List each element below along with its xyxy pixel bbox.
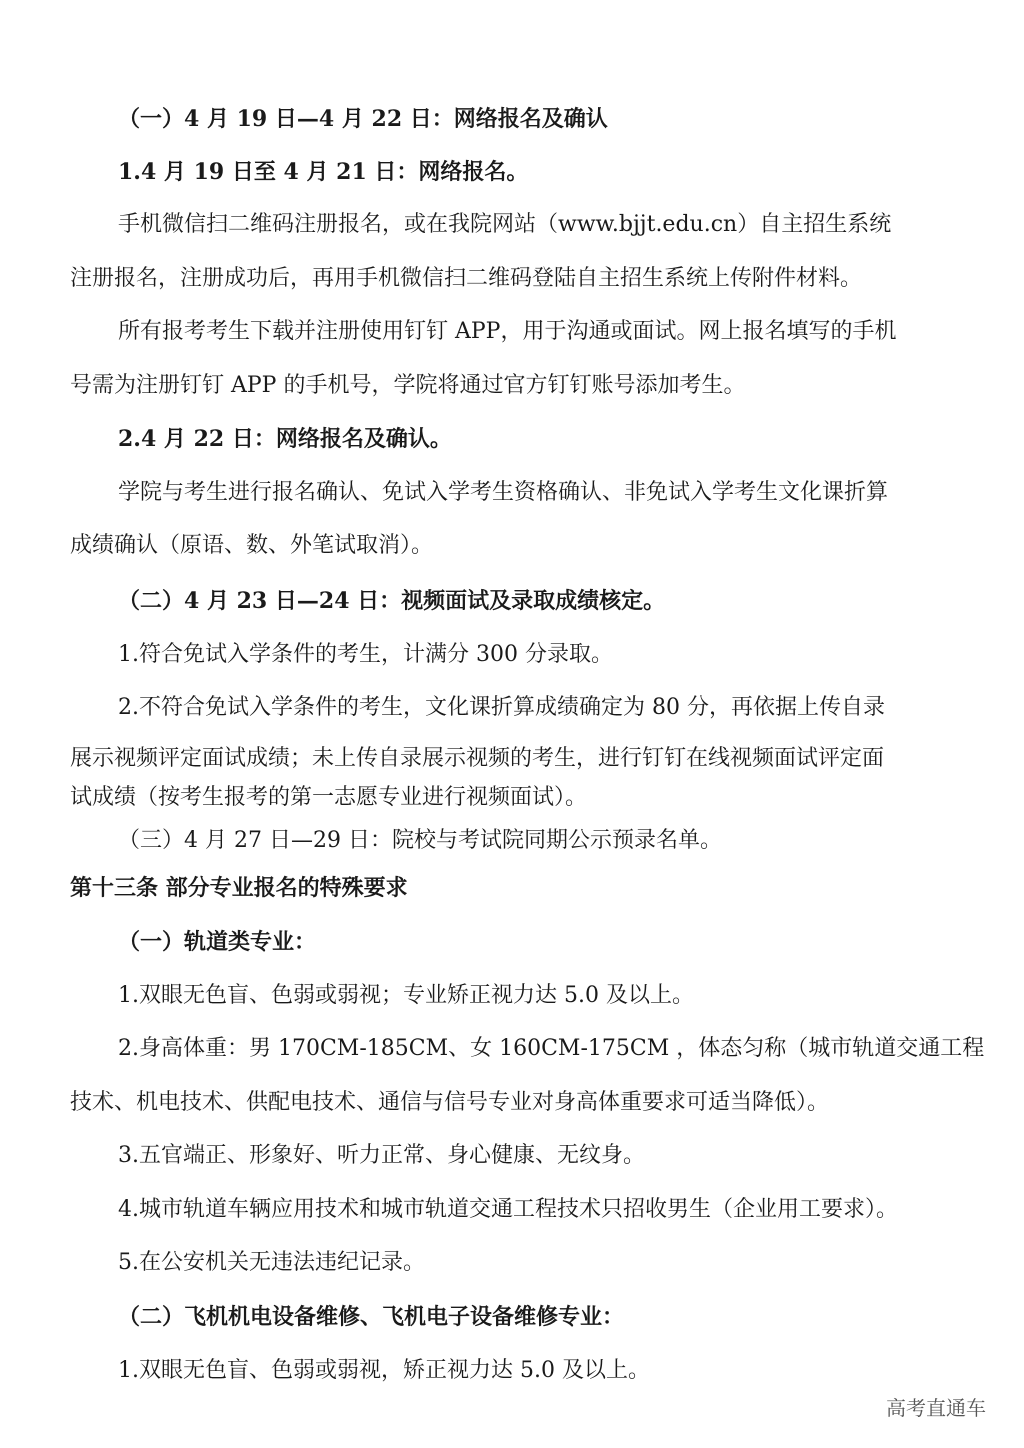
subheading-1-1: 1.4 月 19 日至 4 月 21 日：网络报名。 xyxy=(118,159,529,185)
paragraph-line: 手机微信扫二维码注册报名，或在我院网站（www.bjjt.edu.cn）自主招生系统 xyxy=(118,212,892,237)
requirement-item: 3.五官端正、形象好、听力正常、身心健康、无纹身。 xyxy=(118,1143,645,1168)
section-heading-3: （三）4 月 27 日—29 日：院校与考试院同期公示预录名单。 xyxy=(118,828,722,853)
paragraph-line: 号需为注册钉钉 APP 的手机号，学院将通过官方钉钉账号添加考生。 xyxy=(70,373,746,398)
paragraph-line: 试成绩（按考生报考的第一志愿专业进行视频面试）。 xyxy=(70,785,588,810)
paragraph-line: 学院与考生进行报名确认、免试入学考生资格确认、非免试入学考生文化课折算 xyxy=(118,480,889,505)
requirement-item: 4.城市轨道车辆应用技术和城市轨道交通工程技术只招收男生（企业用工要求）。 xyxy=(118,1197,898,1222)
requirement-item: 技术、机电技术、供配电技术、通信与信号专业对身高体重要求可适当降低）。 xyxy=(70,1090,830,1115)
requirement-item: 5.在公安机关无违法违纪记录。 xyxy=(118,1250,425,1275)
paragraph-line: 1.符合免试入学条件的考生，计满分 300 分录取。 xyxy=(118,642,613,667)
paragraph-line: 2.不符合免试入学条件的考生，文化课折算成绩确定为 80 分，再依据上传自录 xyxy=(118,695,885,720)
subsection-heading-aircraft: （二）飞机机电设备维修、飞机电子设备维修专业： xyxy=(118,1304,625,1330)
requirement-item: 1.双眼无色盲、色弱或弱视；专业矫正视力达 5.0 及以上。 xyxy=(118,983,694,1008)
requirement-item: 2.身高体重：男 170CM-185CM、女 160CM-175CM ，体态匀称（城市轨道交通工程 xyxy=(118,1036,985,1061)
paragraph-line: 注册报名，注册成功后，再用手机微信扫二维码登陆自主招生系统上传附件材料。 xyxy=(70,266,863,291)
paragraph-line: 展示视频评定面试成绩；未上传自录展示视频的考生，进行钉钉在线视频面试评定面 xyxy=(70,746,885,771)
section-heading-2: （二）4 月 23 日—24 日：视频面试及录取成绩核定。 xyxy=(118,588,666,614)
article-heading: 第十三条 部分专业报名的特殊要求 xyxy=(70,875,408,901)
paragraph-line: 所有报考考生下载并注册使用钉钉 APP，用于沟通或面试。网上报名填写的手机 xyxy=(118,319,897,344)
subheading-1-2: 2.4 月 22 日：网络报名及确认。 xyxy=(118,426,452,452)
subsection-heading-rail: （一）轨道类专业： xyxy=(118,929,317,955)
section-heading-1: （一）4 月 19 日—4 月 22 日：网络报名及确认 xyxy=(118,106,608,132)
requirement-item: 1.双眼无色盲、色弱或弱视，矫正视力达 5.0 及以上。 xyxy=(118,1358,650,1383)
paragraph-line: 成绩确认（原语、数、外笔试取消）。 xyxy=(70,533,434,558)
watermark-text: 高考直通车 xyxy=(886,1396,986,1420)
